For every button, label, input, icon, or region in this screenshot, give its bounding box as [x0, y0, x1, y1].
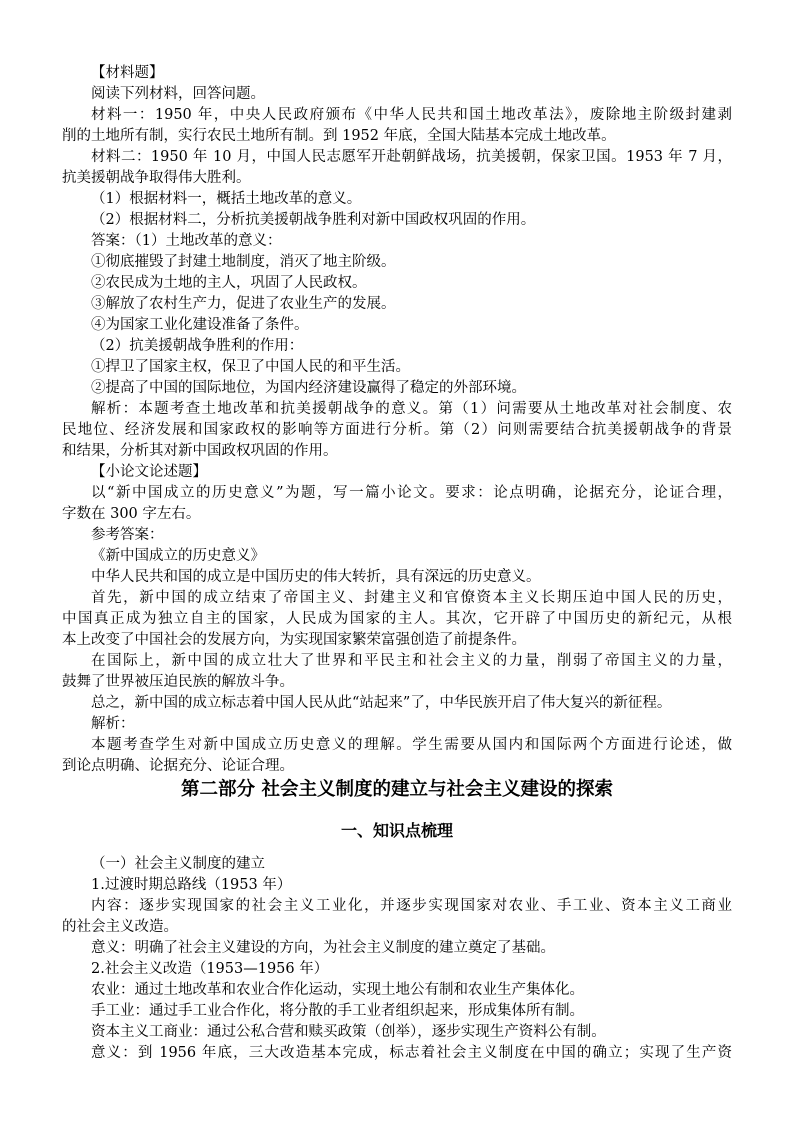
- answer2-title: （2）抗美援朝战争胜利的作用：: [91, 338, 304, 354]
- essay-prompt-line-2: 字数在 300 字左右。: [62, 506, 201, 522]
- essay-paragraph-3-line-2: 鼓舞了世界被压迫民族的解放斗争。: [62, 674, 294, 690]
- item1-title: 1.过渡时期总路线（1953 年）: [91, 877, 292, 893]
- essay-title: 《新中国成立的历史意义》: [91, 548, 265, 564]
- item2-capitalist-commerce: 资本主义工商业：通过公私合营和赎买政策（创举），逐步实现生产资料公有制。: [91, 1024, 606, 1040]
- reference-answer-label: 参考答案：: [91, 527, 164, 543]
- question-1: （1）根据材料一，概括土地改革的意义。: [91, 191, 362, 207]
- question-2: （2）根据材料二，分析抗美援朝战争胜利对新中国政权巩固的作用。: [91, 212, 536, 228]
- analysis-line-3: 和结果，分析其对新中国政权巩固的作用。: [62, 443, 338, 459]
- essay-prompt-line-1: 以“新中国成立的历史意义”为题，写一篇小论文。要求：论点明确，论据充分，论证合理，: [91, 485, 732, 501]
- material2-line-1: 材料二：1950 年 10 月，中国人民志愿军开赴朝鲜战场，抗美援朝，保家卫国。1953 年 7 月，: [91, 149, 732, 165]
- material1-line-1: 材料一：1950 年，中央人民政府颁布《中华人民共和国土地改革法》，废除地主阶级封建剥: [91, 107, 732, 123]
- essay-analysis-label: 解析：: [91, 716, 135, 732]
- item2-title: 2.社会主义改造（1953—1956 年）: [91, 961, 329, 977]
- material-section-title: 【材料题】: [91, 65, 164, 81]
- answer1-point-2: ②农民成为土地的主人，巩固了人民政权。: [91, 275, 367, 291]
- essay-paragraph-1: 中华人民共和国的成立是中国历史的伟大转折，具有深远的历史意义。: [91, 569, 541, 585]
- item2-handicraft: 手工业：通过手工业合作化，将分散的手工业者组织起来，形成集体所有制。: [91, 1003, 584, 1019]
- part2-subtitle: 一、知识点梳理: [340, 821, 453, 840]
- material2-line-2: 抗美援朝战争取得伟大胜利。: [62, 170, 251, 186]
- answer1-point-3: ③解放了农村生产力，促进了农业生产的发展。: [91, 296, 396, 312]
- material1-line-2: 削的土地所有制，实行农民土地所有制。到 1952 年底，全国大陆基本完成土地改革。: [62, 128, 616, 144]
- essay-paragraph-2-line-1: 首先，新中国的成立结束了帝国主义、封建主义和官僚资本主义长期压迫中国人民的历史，: [91, 590, 732, 606]
- essay-analysis-line-1: 本题考查学生对新中国成立历史意义的理解。学生需要从国内和国际两个方面进行论述，做: [91, 737, 732, 753]
- essay-paragraph-3-line-1: 在国际上，新中国的成立壮大了世界和平民主和社会主义的力量，削弱了帝国主义的力量，: [91, 653, 732, 669]
- essay-analysis-line-2: 到论点明确、论据充分、论证合理。: [62, 758, 294, 774]
- answer-title: 答案：（1）土地改革的意义：: [91, 233, 282, 249]
- item1-content-line-1: 内容：逐步实现国家的社会主义工业化，并逐步实现国家对农业、手工业、资本主义工商业: [91, 898, 732, 914]
- material-instruction: 阅读下列材料，回答问题。: [91, 86, 265, 102]
- essay-paragraph-2-line-3: 本上改变了中国社会的发展方向，为实现国家繁荣富强创造了前提条件。: [62, 632, 526, 648]
- answer2-point-2: ②提高了中国的国际地位，为国内经济建设赢得了稳定的外部环境。: [91, 380, 526, 396]
- item2-meaning: 意义：到 1956 年底，三大改造基本完成，标志着社会主义制度在中国的确立；实现了生产资: [91, 1045, 732, 1061]
- essay-paragraph-2-line-2: 中国真正成为独立自主的国家，人民成为国家的主人。其次，它开辟了中国历史的新纪元，从根: [62, 611, 732, 627]
- answer1-point-4: ④为国家工业化建设准备了条件。: [91, 317, 309, 333]
- essay-section-title: 【小论文论述题】: [91, 464, 207, 480]
- item1-meaning: 意义：明确了社会主义建设的方向，为社会主义制度的建立奠定了基础。: [91, 940, 555, 956]
- item1-content-line-2: 的社会主义改造。: [62, 919, 178, 935]
- item2-agriculture: 农业：通过土地改革和农业合作化运动，实现土地公有制和农业生产集体化。: [91, 982, 584, 998]
- analysis-line-2: 民地位、经济发展和国家政权的影响等方面进行分析。第（2）问则需要结合抗美援朝战争的背景: [62, 422, 732, 438]
- answer1-point-1: ①彻底摧毁了封建土地制度，消灭了地主阶级。: [91, 254, 396, 270]
- analysis-line-1: 解析：本题考查土地改革和抗美援朝战争的意义。第（1）问需要从土地改革对社会制度、农: [91, 401, 732, 417]
- answer2-point-1: ①捍卫了国家主权，保卫了中国人民的和平生活。: [91, 359, 410, 375]
- section-title-socialist-system: （一）社会主义制度的建立: [91, 856, 265, 872]
- part2-title: 第二部分 社会主义制度的建立与社会主义建设的探索: [181, 779, 613, 800]
- essay-paragraph-4: 总之，新中国的成立标志着中国人民从此“站起来”了，中华民族开启了伟大复兴的新征程。: [91, 695, 672, 711]
